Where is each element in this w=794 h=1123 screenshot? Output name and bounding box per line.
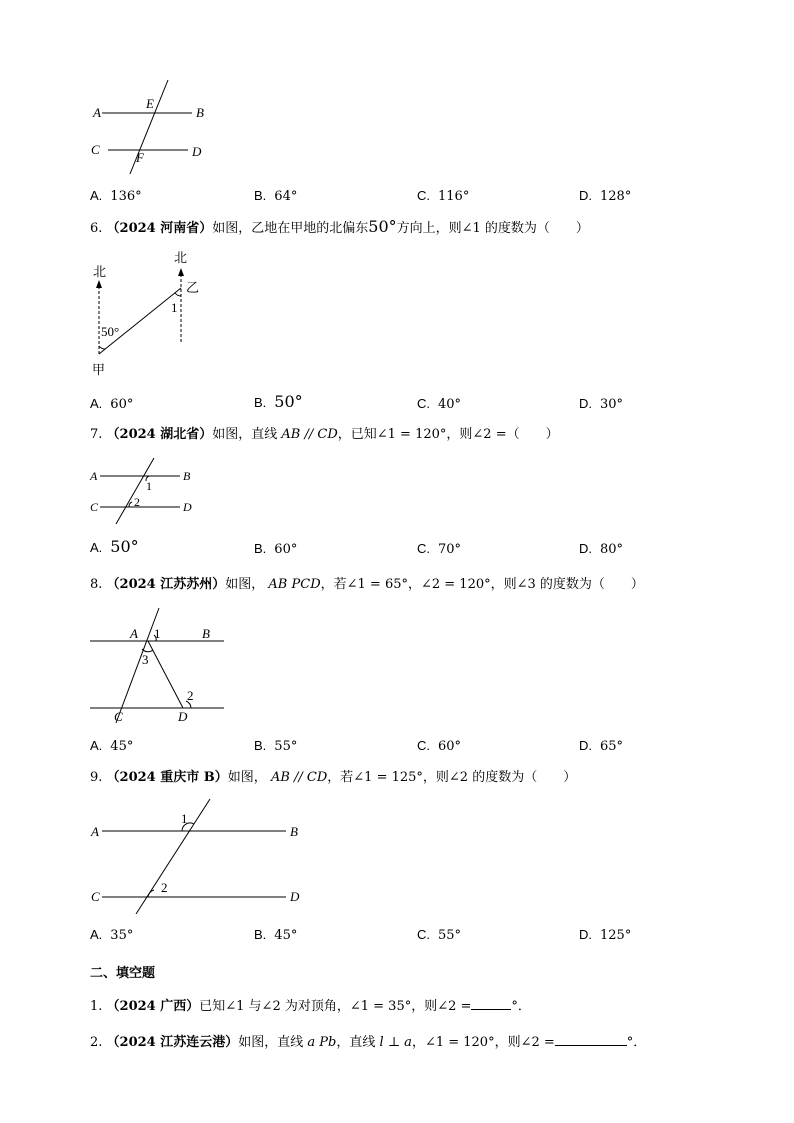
- north-label-left: 北: [93, 264, 107, 279]
- q5-option-c[interactable]: C. 116°: [417, 188, 470, 204]
- label-E: E: [146, 96, 154, 111]
- angle-3: 3: [142, 652, 149, 667]
- q7-option-a[interactable]: A. 50°: [90, 537, 139, 556]
- angle-1: 1: [181, 811, 188, 826]
- q5-option-b[interactable]: B. 64°: [254, 188, 298, 204]
- label-A: A: [91, 824, 99, 839]
- q8-option-c[interactable]: C. 60°: [417, 738, 462, 754]
- q9-option-d[interactable]: D. 125°: [579, 927, 632, 943]
- fill-question-2: 2. （2024 江苏连云港）如图，直线 a Pb，直线 l ⊥ a，∠1 = 120°，则∠2 = °．: [90, 1035, 647, 1050]
- question-9: 9. （2024 重庆市 B）如图， AB // CD，若∠1 = 125°，则∠2 的度数为（ ）: [90, 770, 577, 785]
- label-C: C: [91, 142, 100, 157]
- label-C: C: [114, 709, 123, 724]
- label-B: B: [183, 469, 191, 483]
- figure-q7: [88, 452, 208, 532]
- fill-question-1: 1. （2024 广西）已知∠1 与∠2 为对顶角，∠1 = 35°，则∠2 = °．: [90, 999, 531, 1014]
- label-D: D: [183, 500, 192, 514]
- figure-q9: [88, 796, 308, 918]
- angle-1: 1: [154, 626, 161, 641]
- q5-option-a[interactable]: A. 136°: [90, 188, 142, 204]
- q9-option-a[interactable]: A. 35°: [90, 927, 134, 943]
- q6-option-c[interactable]: C. 40°: [417, 396, 462, 412]
- angle-2: 2: [134, 495, 140, 509]
- q7-option-d[interactable]: D. 80°: [579, 541, 624, 557]
- q7-option-b[interactable]: B. 60°: [254, 541, 298, 557]
- angle-2: 2: [161, 880, 168, 895]
- label-D: D: [178, 709, 188, 724]
- angle-2: 2: [187, 688, 194, 703]
- label-D: D: [192, 144, 202, 159]
- label-A: A: [130, 626, 138, 641]
- jia-label: 甲: [92, 362, 106, 377]
- question-7: 7. （2024 湖北省）如图，直线 AB // CD，已知∠1 = 120°，则∠2 =（ ）: [90, 427, 559, 442]
- figure-q5: [88, 76, 218, 176]
- q8-option-a[interactable]: A. 45°: [90, 738, 134, 754]
- angle-1: 1: [146, 479, 152, 493]
- label-D: D: [290, 889, 300, 904]
- q6-option-b[interactable]: B. 50°: [254, 392, 303, 411]
- answer-blank-1[interactable]: [471, 997, 511, 1010]
- yi-label: 乙: [186, 280, 200, 295]
- question-6: 6. （2024 河南省）如图，乙地在甲地的北偏东50°方向上，则∠1 的度数为（ ）: [90, 217, 589, 236]
- q8-option-b[interactable]: B. 55°: [254, 738, 298, 754]
- north-label-right: 北: [174, 250, 188, 265]
- label-C: C: [90, 500, 99, 514]
- q9-option-b[interactable]: B. 45°: [254, 927, 298, 943]
- figure-q8: [88, 605, 228, 725]
- section-heading-fill-blank: 二、填空题: [90, 966, 156, 981]
- q6-option-a[interactable]: A. 60°: [90, 396, 134, 412]
- angle-1-label: 1: [171, 300, 178, 315]
- q8-option-d[interactable]: D. 65°: [579, 738, 624, 754]
- figure-q6: [88, 244, 218, 379]
- label-B: B: [290, 824, 298, 839]
- q6-option-d[interactable]: D. 30°: [579, 396, 624, 412]
- q9-option-c[interactable]: C. 55°: [417, 927, 462, 943]
- question-8: 8. （2024 江苏苏州）如图， AB PCD，若∠1 = 65°，∠2 = 120°，则∠3 的度数为（ ）: [90, 577, 644, 592]
- label-A: A: [90, 469, 98, 483]
- label-B: B: [196, 105, 204, 120]
- label-C: C: [91, 889, 100, 904]
- label-F: F: [136, 150, 144, 165]
- angle-50-label: 50°: [101, 324, 120, 339]
- label-B: B: [202, 626, 210, 641]
- q5-option-d[interactable]: D. 128°: [579, 188, 632, 204]
- answer-blank-2[interactable]: [555, 1033, 627, 1046]
- q7-option-c[interactable]: C. 70°: [417, 541, 462, 557]
- label-A: A: [93, 105, 101, 120]
